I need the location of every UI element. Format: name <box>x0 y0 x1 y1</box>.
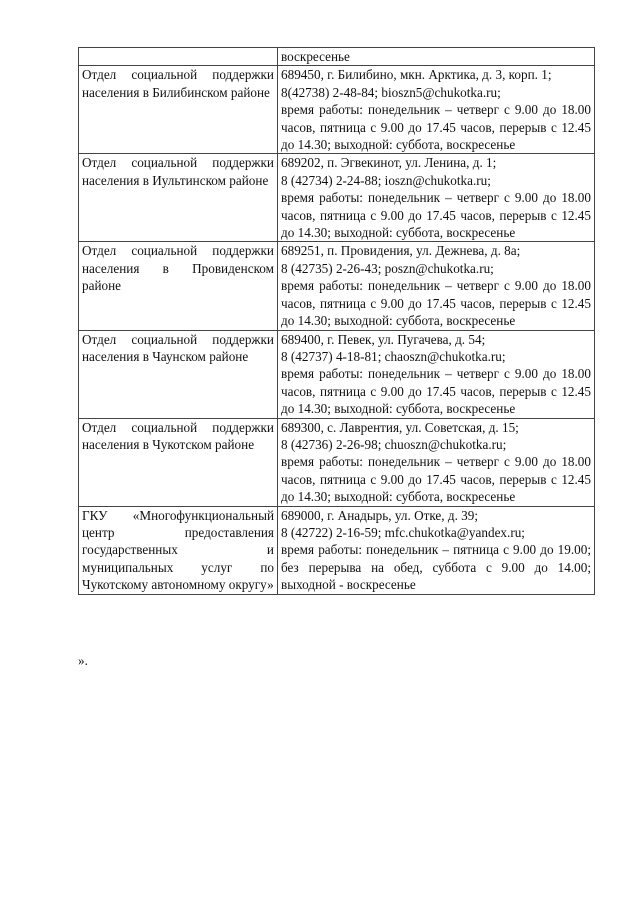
working-hours: время работы: понедельник – четверг с 9.00 до 18.00 часов, пятница с 9.00 до 17.45 часов, перерыв с 12.45 до 14.30; выходной: суббота, воскресенье <box>281 190 591 241</box>
address: 689400, г. Певек, ул. Пугачева, д. 54; <box>281 331 486 347</box>
table-row <box>79 506 595 594</box>
info-cell <box>278 330 595 418</box>
table-row <box>79 418 595 506</box>
org-name: Отдел социальной поддержки населения в Иультинском районе <box>79 154 278 242</box>
table-row <box>79 330 595 418</box>
contacts-table <box>78 47 595 595</box>
address: 689000, г. Анадырь, ул. Отке, д. 39; <box>281 507 479 523</box>
contacts: 8 (42734) 2-24-88; ioszn@chukotka.ru; <box>281 172 491 188</box>
working-hours: время работы: понедельник – четверг с 9.00 до 18.00 часов, пятница с 9.00 до 17.45 часов, перерыв с 12.45 до 14.30; выходной: суббота, воскресенье <box>281 366 591 417</box>
table-row <box>79 48 595 66</box>
table-row <box>79 154 595 242</box>
contacts: 8 (42737) 4-18-81; chaoszn@chukotka.ru; <box>281 348 506 364</box>
info-cell <box>278 418 595 506</box>
contacts: 8(42738) 2-48-84; bioszn5@chukotka.ru; <box>281 84 501 100</box>
org-cell-empty <box>79 48 278 66</box>
address: 689450, г. Билибино, мкн. Арктика, д. 3, корп. 1; <box>281 67 552 83</box>
address: 689251, п. Провидения, ул. Дежнева, д. 8а; <box>281 243 521 259</box>
working-hours: время работы: понедельник – четверг с 9.00 до 18.00 часов, пятница с 9.00 до 17.45 часов, перерыв с 12.45 до 14.30; выходной: суббота, воскресенье <box>281 102 591 153</box>
info-cell <box>278 154 595 242</box>
org-name: Отдел социальной поддержки населения в Провиденском районе <box>79 242 278 330</box>
info-cell <box>278 506 595 594</box>
org-name: Отдел социальной поддержки населения в Билибинском районе <box>79 66 278 154</box>
working-hours: время работы: понедельник – четверг с 9.00 до 18.00 часов, пятница с 9.00 до 17.45 часов, перерыв с 12.45 до 14.30; выходной: суббота, воскресенье <box>281 278 591 329</box>
address: 689300, с. Лаврентия, ул. Советская, д. 15; <box>281 419 519 435</box>
address: 689202, п. Эгвекинот, ул. Ленина, д. 1; <box>281 155 497 171</box>
contacts: 8 (42722) 2-16-59; mfc.chukotka@yandex.ru; <box>281 524 525 540</box>
info-cell <box>278 66 595 154</box>
table-row <box>79 66 595 154</box>
hours-continuation: воскресенье <box>281 49 350 64</box>
working-hours: время работы: понедельник – пятница с 9.00 до 19.00; без перерыва на обед, суббота с 9.00 до 14.00; выходной - воскресенье <box>281 542 591 593</box>
contacts: 8 (42735) 2-26-43; poszn@chukotka.ru; <box>281 260 494 276</box>
table-row <box>79 242 595 330</box>
working-hours: время работы: понедельник – четверг с 9.00 до 18.00 часов, пятница с 9.00 до 17.45 часов, перерыв с 12.45 до 14.30; выходной: суббота, воскресенье <box>281 454 591 505</box>
contacts: 8 (42736) 2-26-98; chuoszn@chukotka.ru; <box>281 436 507 452</box>
org-name: Отдел социальной поддержки населения в Чаунском районе <box>79 330 278 418</box>
org-name: ГКУ «Многофункциональный центр предоставления государственных и муниципальных услуг по Чукотскому автономному округу» <box>79 506 278 594</box>
info-cell <box>278 48 595 66</box>
closing-quote-mark: ». <box>78 653 88 668</box>
info-cell <box>278 242 595 330</box>
org-name: Отдел социальной поддержки населения в Чукотском районе <box>79 418 278 506</box>
